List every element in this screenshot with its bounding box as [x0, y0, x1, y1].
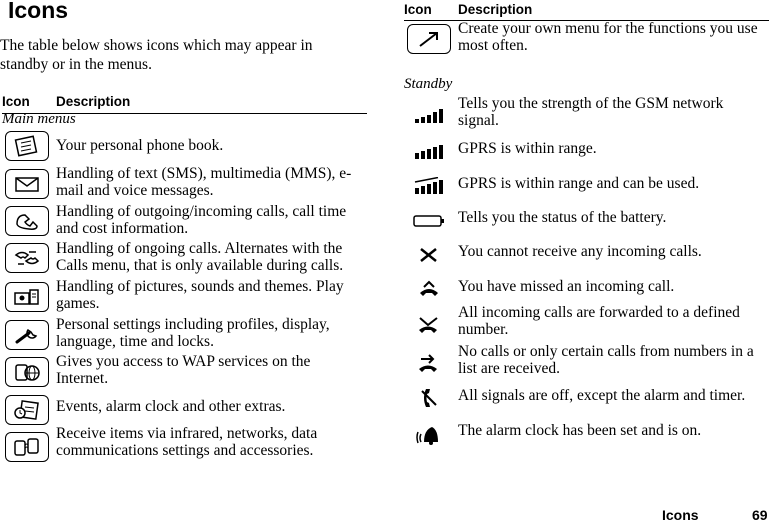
no-incoming-calls-icon — [412, 244, 446, 266]
page-title: Icons — [8, 0, 69, 23]
messaging-icon — [5, 169, 49, 199]
organizer-icon — [5, 395, 49, 425]
gprs-in-range-icon — [412, 140, 446, 162]
my-shortcuts-icon — [407, 24, 451, 54]
alarm-set-icon — [412, 423, 446, 445]
standby-description: You cannot receive any incoming calls. — [458, 243, 702, 260]
internet-icon — [5, 357, 49, 387]
main-menu-description: Handling of ongoing calls. Alternates with the Calls menu, that is only available during calls. — [56, 240, 344, 274]
main-menu-description: Your personal phone book. — [56, 137, 224, 154]
footer-section-label: Icons — [662, 507, 699, 523]
standby-description: GPRS is within range and can be used. — [458, 175, 700, 192]
entertainment-icon — [5, 282, 49, 312]
description-column-header: Description — [56, 94, 131, 109]
main-menus-section-label: Main menus — [2, 111, 76, 127]
signal-strength-icon — [412, 104, 446, 126]
page-number: 69 — [752, 507, 768, 523]
standby-description: No calls or only certain calls from numbers in a list are received. — [458, 343, 754, 377]
silent-mode-icon — [412, 387, 446, 409]
main-menu-description: Create your own menu for the functions you use most often. — [458, 20, 758, 54]
main-menu-description: Receive items via infrared, networks, data communications settings and accessories. — [56, 425, 318, 459]
restricted-calls-icon — [412, 352, 446, 374]
standby-description: You have missed an incoming call. — [458, 278, 675, 295]
description-column-header: Description — [458, 2, 533, 17]
standby-description: The alarm clock has been set and is on. — [458, 422, 702, 439]
standby-section-label: Standby — [404, 76, 453, 92]
connectivity-icon — [5, 432, 49, 462]
standby-description: All incoming calls are forwarded to a defined number. — [458, 304, 740, 338]
icon-column-header: Icon — [2, 94, 30, 109]
settings-icon — [5, 320, 49, 350]
missed-call-icon — [412, 278, 446, 300]
standby-description: GPRS is within range. — [458, 140, 597, 157]
main-menu-description: Events, alarm clock and other extras. — [56, 398, 286, 415]
main-menu-description: Handling of outgoing/incoming calls, call time and cost information. — [56, 203, 347, 237]
standby-description: Tells you the status of the battery. — [458, 209, 667, 226]
main-menu-description: Handling of pictures, sounds and themes. Play games. — [56, 278, 344, 312]
intro-text: The table below shows icons which may appear in standby or in the menus. — [0, 37, 313, 73]
main-menu-description: Personal settings including profiles, display, language, time and locks. — [56, 316, 330, 350]
call-forward-icon — [412, 313, 446, 335]
phonebook-icon — [5, 131, 49, 161]
gprs-usable-icon — [412, 175, 446, 197]
main-menu-description: Gives you access to WAP services on the Internet. — [56, 353, 311, 387]
calls-icon — [5, 206, 49, 236]
standby-description: All signals are off, except the alarm and timer. — [458, 387, 746, 404]
standby-description: Tells you the strength of the GSM network signal. — [458, 95, 724, 129]
battery-icon — [412, 210, 446, 232]
icon-column-header: Icon — [404, 2, 432, 17]
ongoing-call-icon — [5, 243, 49, 273]
main-menu-description: Handling of text (SMS), multimedia (MMS), e-mail and voice messages. — [56, 165, 352, 199]
